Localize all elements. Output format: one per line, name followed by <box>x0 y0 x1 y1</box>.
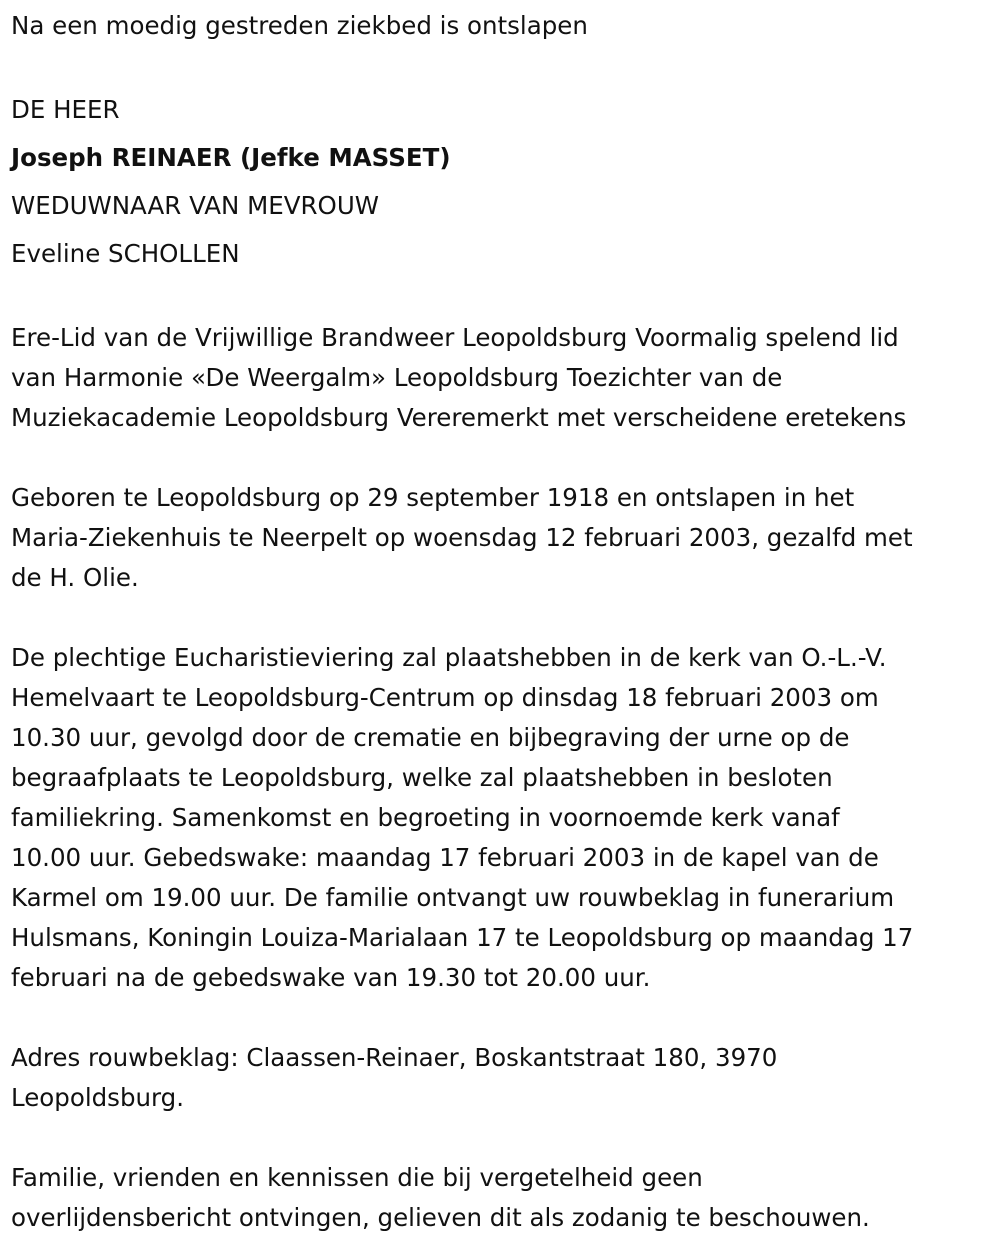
ceremony-line: 10.00 uur. Gebedswake: maandag 17 februari 2003 in de kapel van de <box>11 843 879 872</box>
spacer <box>11 1118 996 1158</box>
spouse-name: Eveline SCHOLLEN <box>11 239 240 268</box>
intro-line: Na een moedig gestreden ziekbed is ontslapen <box>11 11 588 40</box>
spacer <box>11 438 996 478</box>
address-line: Adres rouwbeklag: Claassen-Reinaer, Boskantstraat 180, 3970 <box>11 1043 778 1072</box>
honors-line: van Harmonie «De Weergalm» Leopoldsburg Toezichter van de <box>11 363 783 392</box>
ceremony-line: Karmel om 19.00 uur. De familie ontvangt uw rouwbeklag in funerarium <box>11 883 895 912</box>
birth-line: de H. Olie. <box>11 563 139 592</box>
ceremony-line: Hulsmans, Koningin Louiza-Marialaan 17 te Leopoldsburg op maandag 17 <box>11 923 914 952</box>
birth-paragraph <box>11 478 996 598</box>
ceremony-line: begraafplaats te Leopoldsburg, welke zal plaatshebben in besloten <box>11 763 833 792</box>
honors-line: Muziekacademie Leopoldsburg Vereremerkt met verscheidene eretekens <box>11 403 907 432</box>
ceremony-line: 10.30 uur, gevolgd door de crematie en bijbegraving der urne op de <box>11 723 850 752</box>
honors-paragraph <box>11 318 996 438</box>
honors-line: Ere-Lid van de Vrijwillige Brandweer Leopoldsburg Voormalig spelend lid <box>11 323 899 352</box>
obituary-document <box>11 6 996 1238</box>
spacer <box>11 598 996 638</box>
ceremony-line: familiekring. Samenkomst en begroeting in voornoemde kerk vanaf <box>11 803 840 832</box>
closing-line: overlijdensbericht ontvingen, gelieven dit als zodanig te beschouwen. <box>11 1203 870 1232</box>
widower-label: WEDUWNAAR VAN MEVROUW <box>11 191 379 220</box>
address-paragraph <box>11 1038 996 1118</box>
closing-line: Familie, vrienden en kennissen die bij vergetelheid geen <box>11 1163 703 1192</box>
ceremony-paragraph <box>11 638 996 998</box>
ceremony-line: Hemelvaart te Leopoldsburg-Centrum op dinsdag 18 februari 2003 om <box>11 683 879 712</box>
closing-paragraph <box>11 1158 996 1238</box>
spacer <box>11 998 996 1038</box>
birth-line: Maria-Ziekenhuis te Neerpelt op woensdag 12 februari 2003, gezalfd met <box>11 523 913 552</box>
deceased-name: Joseph REINAER (Jefke MASSET) <box>11 143 451 172</box>
ceremony-line: februari na de gebedswake van 19.30 tot 20.00 uur. <box>11 963 651 992</box>
spacer <box>11 46 996 86</box>
title-line: DE HEER <box>11 95 120 124</box>
ceremony-line: De plechtige Eucharistieviering zal plaatshebben in de kerk van O.-L.-V. <box>11 643 887 672</box>
birth-line: Geboren te Leopoldsburg op 29 september 1918 en ontslapen in het <box>11 483 855 512</box>
spacer <box>11 278 996 318</box>
address-line: Leopoldsburg. <box>11 1083 185 1112</box>
